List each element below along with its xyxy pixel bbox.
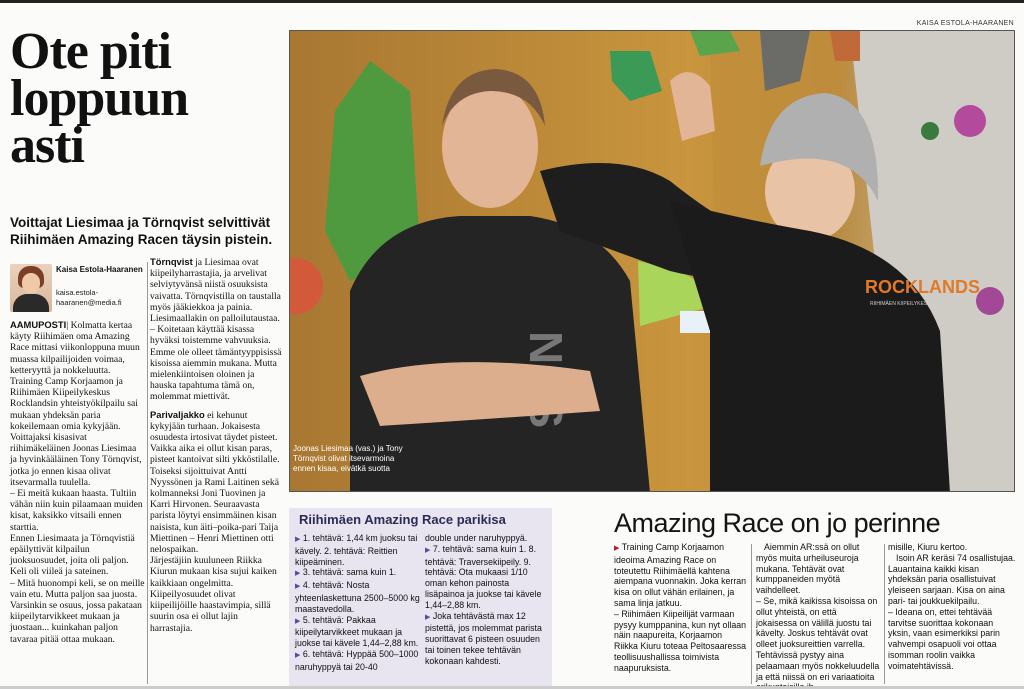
shirt-print-sub: RIIHIMÄEN KIIPEILYKESKUS (870, 301, 938, 307)
side-paragraph: misille, Kiuru kertoo. (888, 542, 968, 552)
side-paragraph: ▶ Training Camp Korjaamon ideoima Amazing Race on toteutettu Riihimäellä kahtena aiempana vuonnakin. Joka kerran kisa on ollut vähän erilainen, ja sama linja jatkuu. (614, 542, 747, 608)
side-column-2 (756, 542, 880, 689)
body-paragraph: – Mitä huonompi keli, se on meille vain etu. Mutta paljon saa juosta. Varsinkin se osuus, jossa pakataan kiipeilytarvikkeet mukaan ja juostaan... kuinkahan paljon tavaraa pitää ottaa mukaan. (10, 577, 145, 645)
side-paragraph: – Se, mikä kaikissa kisoissa on ollut yhteistä, on että jokaisessa on välillä juostu tai kävelty. Joskus tehtävät ovat olleet juoksureittien varrella. Tehtävissä pystyy aina pelaamaan myös nokkeluudella ja että niissä on eri variaatioita (756, 595, 880, 682)
column-divider (751, 544, 752, 684)
info-box-column-1 (295, 533, 420, 673)
side-paragraph: – Riihimäen Kiipeilijät varmaan pysyy kumppanina, kun nyt ollaan näin naapureita, Korjaamon Riikka Kiuru toteaa Peltosaaressa teollisuushallissa toimivista naapuruksista. (614, 608, 747, 673)
photo-caption: Joonas Liesimaa (vas.) ja Tony Törnqvist olivat itsevarmoina ennen kisaa, eivätkä suotta (293, 444, 403, 473)
task-item: ▶ 6. tehtävä: Hyppää 500–1000 naruhyppyä tai 20-40 (295, 648, 419, 672)
side-story-title: Amazing Race on jo perinne (614, 508, 941, 538)
body-paragraph: – Ei meitä kukaan haasta. Tultiin vähän niin kuin pilaamaan muiden kisat, kaksikko vitsaili ennen starttia. (10, 488, 143, 533)
photo-credit: KAISA ESTOLA-HAARANEN (916, 20, 1014, 27)
photo-illustration (290, 31, 1015, 492)
headline (10, 23, 282, 174)
side-paragraph: Isoin AR keräsi 74 osallistujaa. Lauantaina kaikki kisan yhdeksän paria osallistuivat yleiseen sarjaan. Kisa on aina pari- tai joukkuekilpailu. (888, 552, 1016, 606)
kicker-aamuposti: AAMUPOSTI (10, 319, 67, 330)
side-column-1 (614, 542, 748, 674)
body-paragraph: Parivaljakko ei kehunut kykyjään turhaan. Jokaisesta osuudesta irtosivat täydet pisteet. Vaikka aika ei ollut kisan paras, pisteet kantoivat silti ykköstilalle. (150, 408, 280, 466)
body-paragraph: – Koitetaan käyttää kisassa hyväksi toistemme vahvuuksia. Emme ole olleet tämäntyyppisissä kisoissa aiemmin mukana. Mutta mielenkiintoisen oloinen ja hauska tapahtuma tämä on, molemmat miettivät. (150, 324, 282, 403)
side-paragraph: – Ideana on, ettei tehtävää tarvitse suorittaa kokonaan yksin, vaan esimerkiksi parin vahvempi osapuoli voi ottaa isomman roolin vaikka voimatehtävissä. (888, 606, 1000, 671)
info-box-title: Riihimäen Amazing Race parikisa (299, 512, 506, 527)
body-column-1 (10, 319, 145, 645)
task-item: double under naruhyppyä. (425, 533, 528, 543)
task-item: ▶ 4. tehtävä: Nosta yhteenlaskettuna 2500–5000 kg maastavedolla. (295, 580, 420, 614)
info-box (289, 508, 552, 686)
author-byline (10, 264, 150, 314)
side-column-3 (888, 542, 1016, 672)
body-paragraph: Järjestäjiin kuuluneen Riikka Kiurun mukaan kisa sujui kaiken kaikkiaan ongelmitta. Kiipeilyosuudet olivat kiipeilijöille haastavimpia, sillä suurin osa ei ollut lajin harrastajia. (150, 555, 277, 634)
top-rule (0, 0, 1024, 3)
headline-line-3: asti (10, 117, 84, 174)
body-paragraph: Toiseksi sijoittuivat Antti Nyyssönen ja Rami Laitinen sekä kolmanneksi Joni Tuovinen ja Karri Hirvonen. Seuraavasta parista löytyi ensimmäinen kisan naisista, kun äiti–poika-pari Taija Miettinen – Henri Miettinen otti nelospaikan. (150, 465, 279, 556)
body-paragraph: Törnqvist ja Liesimaa ovat kiipeilyharrastajia, ja arvelivat selviytyvänsä niistä osuuksista vaivatta. Törnqvistilla on taustalla myös jääkiekkoa ja painia. Liesimaallakin on palloilutaustaa. (150, 256, 281, 325)
headline-line-2: loppuun (10, 70, 189, 127)
headline-line-1: Ote piti (10, 23, 171, 80)
lead-paragraph: Voittajat Liesimaa ja Törnqvist selvittivät Riihimäen Amazing Racen täysin pistein. (10, 215, 273, 247)
climbing-hold-purple (954, 105, 986, 137)
task-item: ▶ Joka tehtävästä max 12 pistettä, jos molemmat parista suorittavat 6 pisteen osuuden tai toinen tekee tehtävän kokonaan kahdesti. (425, 610, 542, 666)
task-item: ▶ 5. tehtävä: Pakkaa kiipeilytarvikkeet mukaan ja juokse tai kävele 1,44–2,88 km. (295, 614, 419, 649)
side-paragraph: Aiemmin AR:ssä on ollut myös muita urheiluseuroja mukana. Tehtävät ovat kumppaneiden myötä vaihdelleet. (756, 542, 860, 596)
author-avatar (10, 264, 52, 312)
task-item: ▶ 1. tehtävä: 1,44 km juoksu tai kävely. 2. tehtävä: Reittien kiipeäminen. (295, 533, 418, 567)
task-item: ▶ 3. tehtävä: sama kuin 1. (295, 567, 397, 578)
kicker-tornqvist: Törnqvist (150, 256, 193, 267)
column-divider (147, 262, 148, 684)
body-paragraph: Ennen Liesimaata ja Törnqvistiä epäilyttivät kilpailun juoksuosuudet, joita oli paljon. Keli oli viileä ja sateinen. (10, 532, 135, 578)
main-photo (289, 30, 1015, 492)
author-email[interactable]: kaisa.estola-haaranen@media.fi (56, 288, 122, 307)
body-column-2 (150, 256, 282, 634)
info-box-column-2 (425, 533, 547, 667)
shirt-print-rocklands: ROCKLANDS (865, 277, 980, 297)
column-divider (884, 544, 885, 684)
task-item: ▶ 7. tehtävä: sama kuin 1. 8. tehtävä: Traversekiipeily. 9. tehtävä: Ota mukaasi 1/10 oman kehon painosta lisäpainoa ja juokse tai kävele 1,44–2,88 km. (425, 543, 542, 610)
author-name: Kaisa Estola-Haaranen (56, 265, 143, 274)
kicker-parivaljakko: Parivaljakko (150, 408, 205, 420)
body-paragraph: Voittajaksi kisasivat riihimäkeläinen Joonas Liesimaa ja hyvinkääläinen Tony Törnqvist, jotka jo ennen kisaa olivat itsevarmalla tuulella. (10, 432, 142, 488)
body-paragraph: AAMUPOSTI| Kolmatta kertaa käyty Riihimäen oma Amazing Race mittasi viikonloppuna muun muassa kilpailijoiden voimaa, ketteryyttä ja nokkeluutta. Training Camp Korjaamon ja Riihimäen Kiipeilykeskus Rocklandsin yhteistyökilpailu sai mukaan yhdeksän paria kokeilemaan omia kykyjään. (10, 319, 140, 432)
